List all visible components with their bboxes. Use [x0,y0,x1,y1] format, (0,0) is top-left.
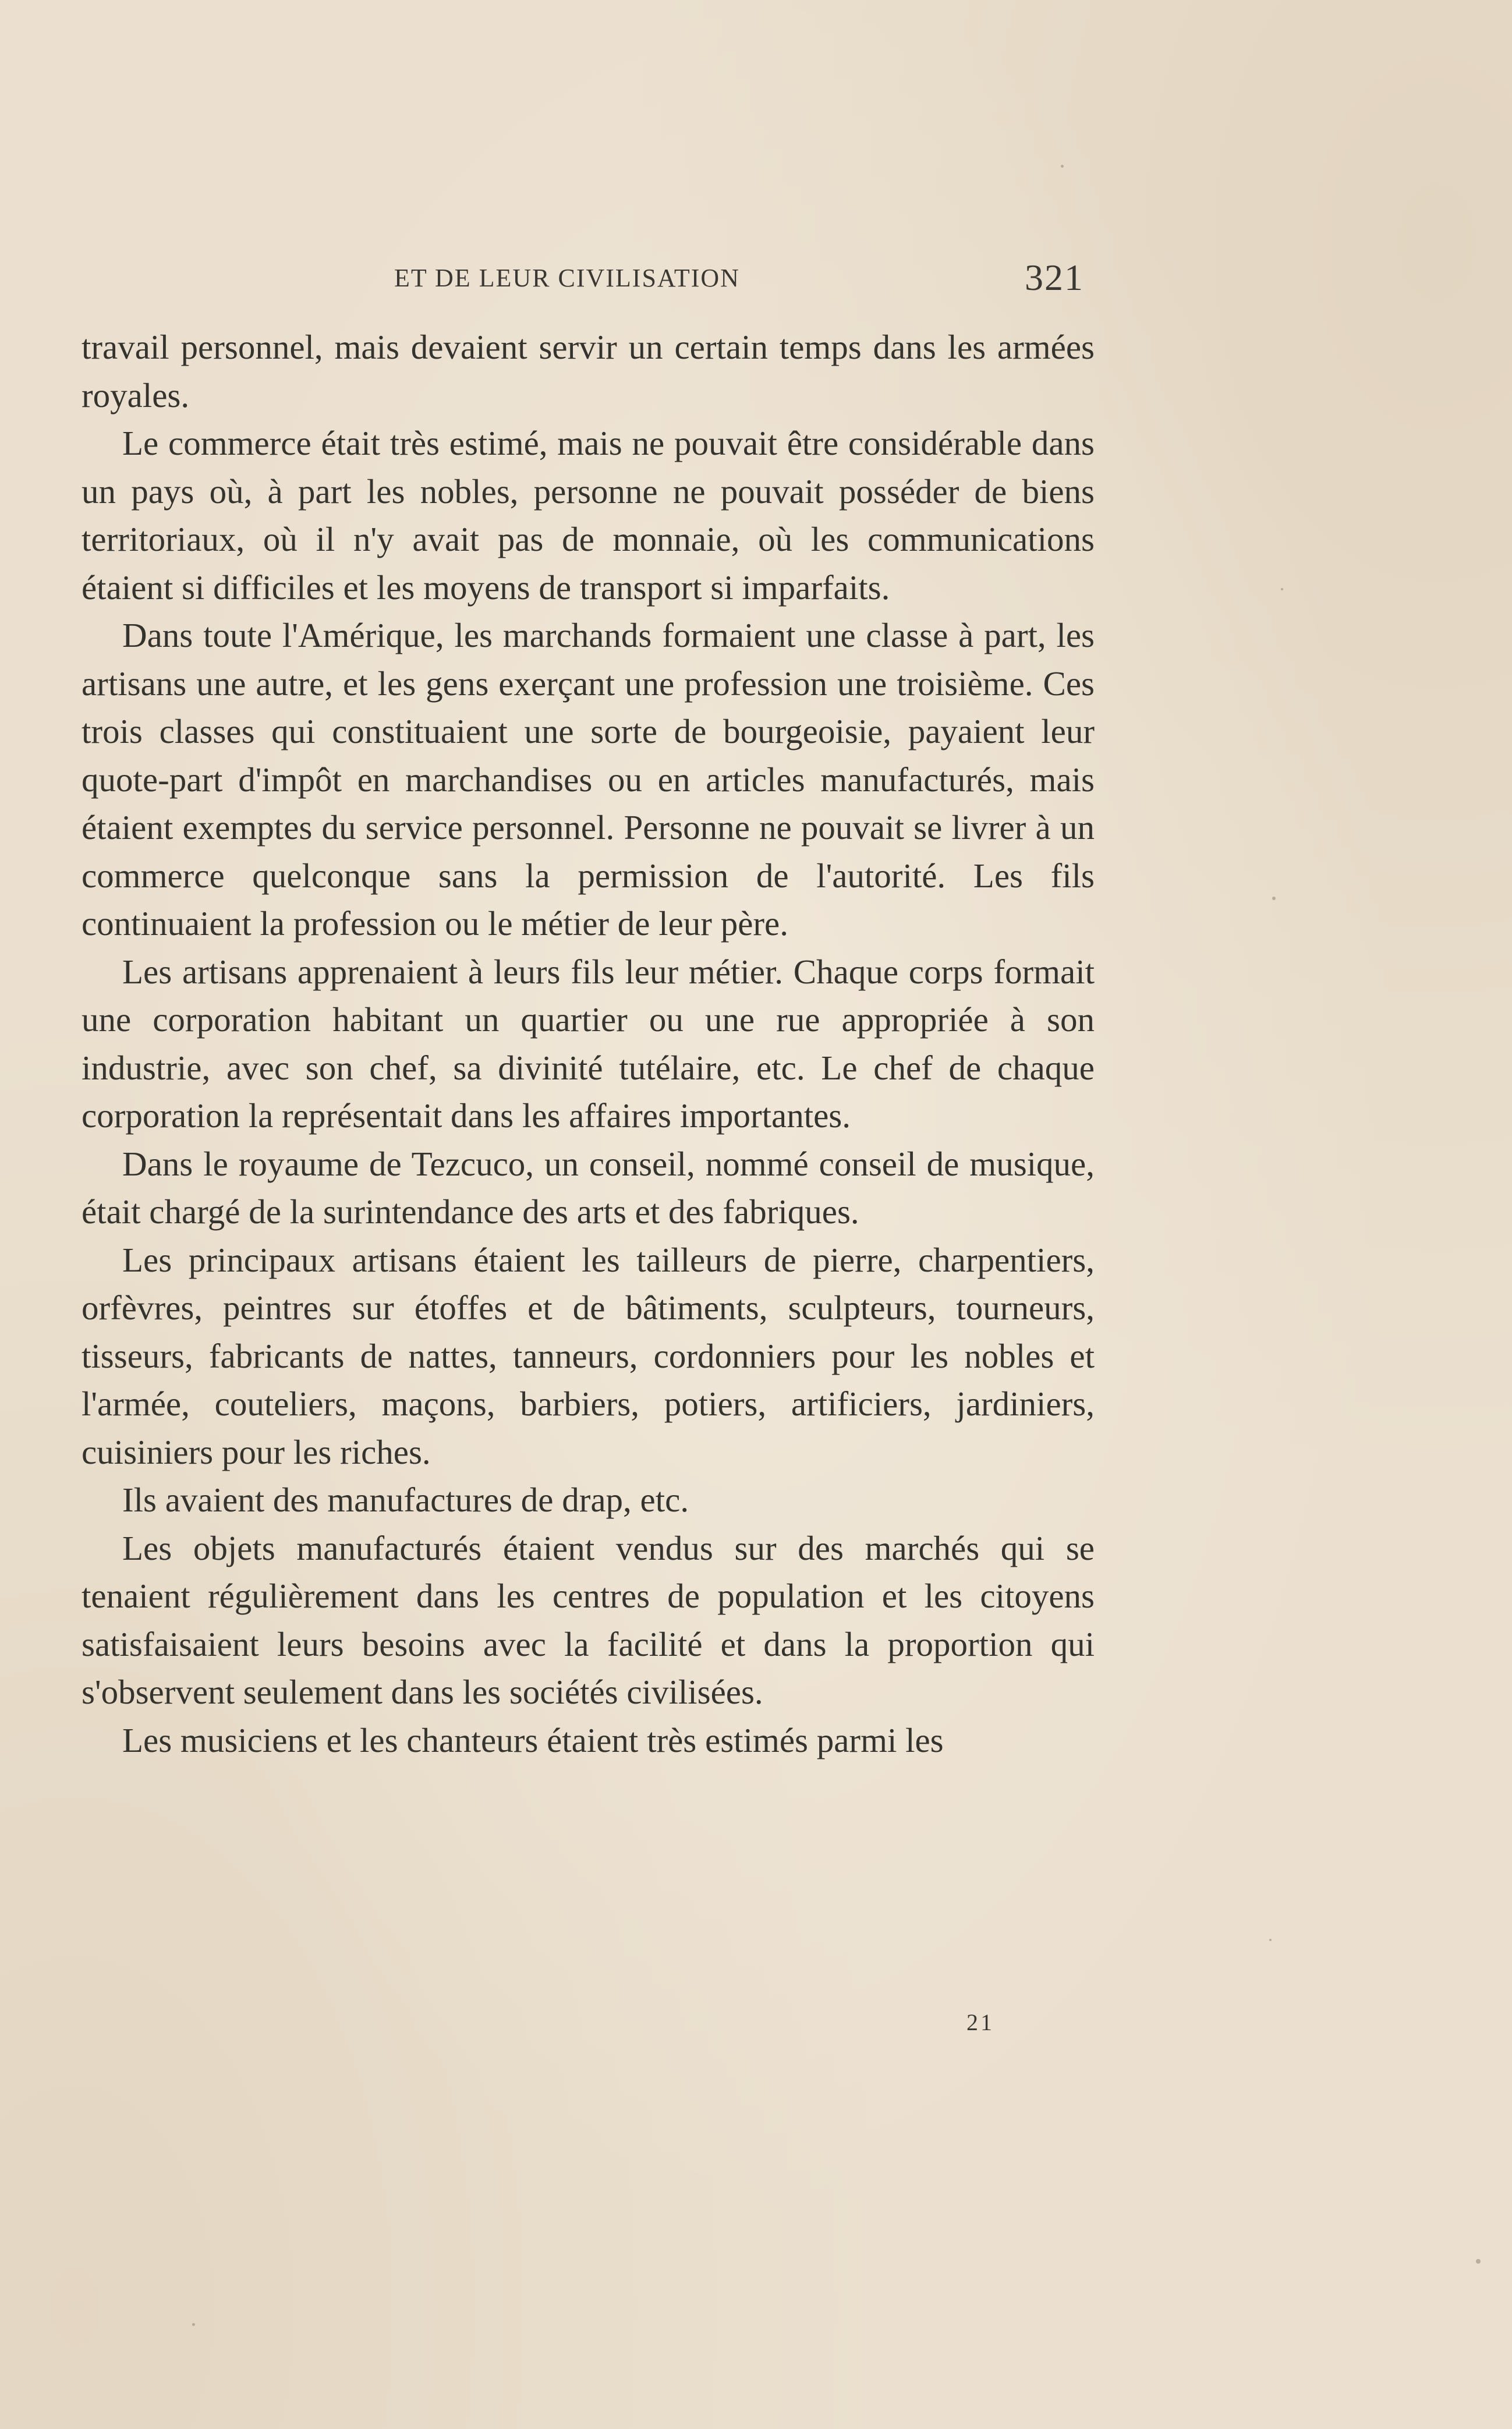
paragraph: Les principaux artisans étaient les tailleurs de pierre, charpentiers, orfèvres, peintres sur étoffes et de bâtiments, sculpteurs, tourneurs, tisseurs, fabricants de nattes, tanneurs, cordonniers pour les nobles et l'armée, couteliers, maçons, barbiers, potiers, artificiers, jardiniers, cuisiniers pour les riches. [82,1240,1095,1471]
paper-speck [1061,165,1064,168]
running-head [88,256,1084,303]
running-title: ET DE LEUR CIVILISATION [394,264,740,292]
paragraph: Les objets manufacturés étaient vendus sur des marchés qui se tenaient régulièrement dans les centres de population et les citoyens satisfaisaient leurs besoins avec la facilité et dans la proportion qui s'observent seulement dans les sociétés civilisées. [82,1528,1095,1711]
paragraph: Ils avaient des manufactures de drap, etc. [122,1481,689,1519]
signature-mark: 21 [966,2009,994,2035]
page-number: 321 [1025,257,1084,298]
paragraph: Dans le royaume de Tezcuco, un conseil, nommé conseil de musique, était chargé de la surintendance des arts et des fabriques. [82,1144,1095,1231]
paragraph: Les artisans apprenaient à leurs fils leur métier. Chaque corps formait une corporation habitant un quartier ou une rue appropriée à son industrie, avec son chef, sa divinité tutélaire, etc. Le chef de chaque corporation la représentait dans les affaires importantes. [82,952,1095,1135]
paper-speck [192,2323,195,2326]
paper-speck [1476,2259,1481,2264]
paragraph: Les musiciens et les chanteurs étaient très estimés parmi les [122,1720,944,1759]
body-text [82,323,1095,1764]
paragraph: travail personnel, mais devaient servir un certain temps dans les armées royales. [82,328,1095,415]
paper-speck [1269,1939,1272,1941]
paper-speck [1272,897,1276,900]
paragraph: Le commerce était très estimé, mais ne pouvait être considérable dans un pays où, à part les nobles, personne ne pouvait posséder de biens territoriaux, où il n'y avait pas de monnaie, où les communications étaient si difficiles et les moyens de transport si imparfaits. [82,424,1095,607]
paper-speck [1281,588,1283,590]
paragraph: Dans toute l'Amérique, les marchands formaient une classe à part, les artisans une autre, et les gens exerçant une profession une troisième. Ces trois classes qui constituaient une sorte de bourgeoisie, payaient leur quote-part d'impôt en marchandises ou en articles manufacturés, mais étaient exemptes du service personnel. Personne ne pouvait se livrer à un commerce quelconque sans la permission de l'autorité. Les fils continuaient la profession ou le métier de leur père. [82,616,1095,943]
